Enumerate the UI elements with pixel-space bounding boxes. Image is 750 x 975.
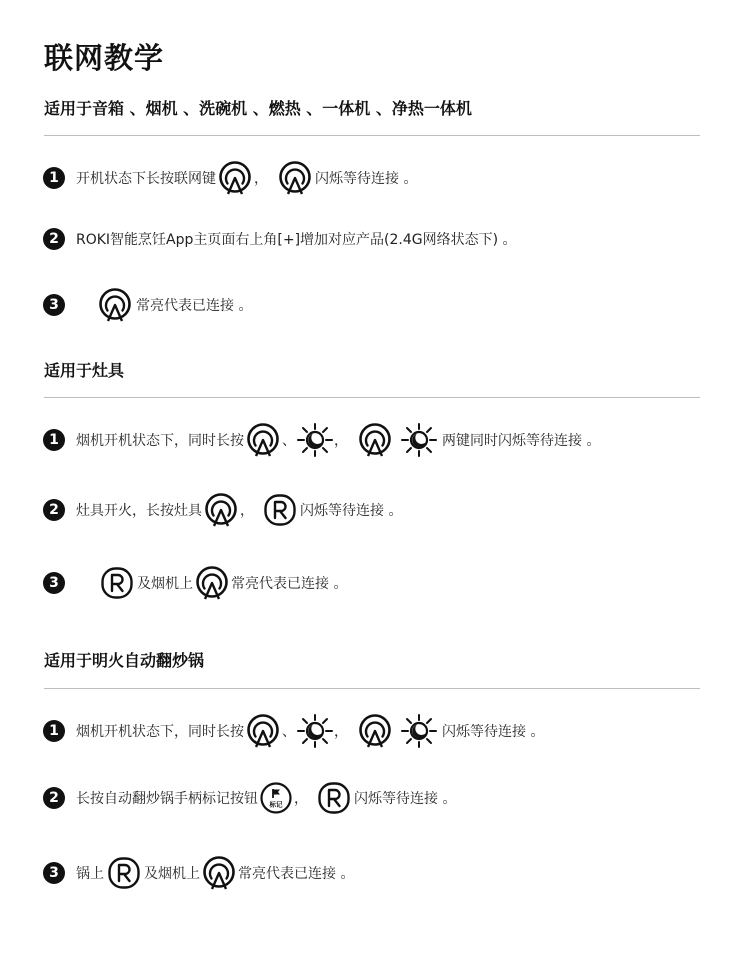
step-text: 闪烁等待连接 。 (354, 791, 457, 807)
step-text: 开机状态下长按联网键 (76, 171, 216, 187)
roki-r-icon (264, 494, 296, 526)
step-text: ， (334, 433, 348, 449)
step-number: 2 (43, 228, 65, 250)
light-key-icon (296, 422, 334, 458)
step-text: 及烟机上 (137, 576, 193, 592)
network-key-icon (358, 422, 392, 458)
step-text: 及烟机上 (144, 866, 200, 882)
step-number: 1 (43, 720, 65, 742)
network-key-icon (98, 287, 132, 323)
network-key-icon (204, 492, 238, 528)
step-2-3 (43, 563, 347, 603)
step-text: 锅上 (76, 866, 104, 882)
step-text: 常亮代表已连接 。 (238, 866, 355, 882)
step-1-2 (43, 219, 517, 259)
step-text: 、 (282, 724, 296, 740)
step-1-1 (43, 158, 417, 198)
step-text: 常亮代表已连接 。 (136, 298, 253, 314)
step-text: 灶具开火，长按灶具 (76, 503, 202, 519)
divider (44, 397, 700, 398)
roki-r-icon (108, 857, 140, 889)
step-number: 2 (43, 499, 65, 521)
network-key-icon (278, 160, 312, 196)
divider (44, 688, 700, 689)
step-3-2 (43, 778, 456, 818)
section-title-wok: 适用于明火自动翻炒锅 (44, 651, 205, 670)
light-key-icon (400, 422, 438, 458)
step-text: 常亮代表已连接 。 (231, 576, 348, 592)
step-text: 长按自动翻炒锅手柄标记按钮 (76, 791, 258, 807)
network-key-icon (358, 713, 392, 749)
step-number: 1 (43, 429, 65, 451)
step-3-3 (43, 853, 354, 893)
step-number: 3 (43, 294, 65, 316)
step-text: 闪烁等待连接 。 (442, 724, 545, 740)
step-text: ， (334, 724, 348, 740)
page-title: 联网教学 (44, 41, 165, 75)
step-3-1 (43, 711, 544, 751)
section-title-stove: 适用于灶具 (44, 361, 125, 380)
step-text: 两键同时闪烁等待连接 。 (442, 433, 601, 449)
network-key-icon (218, 160, 252, 196)
step-1-3 (43, 285, 252, 325)
roki-r-icon (101, 567, 133, 599)
step-text: 、 (282, 433, 296, 449)
step-number: 1 (43, 167, 65, 189)
network-key-icon (202, 855, 236, 891)
step-2-2 (43, 490, 402, 530)
network-key-icon (246, 713, 280, 749)
svg-text:标记: 标记 (269, 800, 283, 809)
divider (44, 135, 700, 136)
step-text: ， (294, 791, 308, 807)
mark-button-icon (260, 782, 292, 814)
step-text: ， (254, 171, 268, 187)
step-text: 闪烁等待连接 。 (315, 171, 418, 187)
step-number: 2 (43, 787, 65, 809)
light-key-icon (400, 713, 438, 749)
step-text: ROKI智能烹饪App主页面右上角[+]增加对应产品(2.4G网络状态下) 。 (76, 232, 517, 248)
step-2-1 (43, 420, 600, 460)
roki-r-icon (318, 782, 350, 814)
network-key-icon (195, 565, 229, 601)
step-text: 烟机开机状态下，同时长按 (76, 724, 244, 740)
section-title-speakers: 适用于音箱 、烟机 、洗碗机 、燃热 、一体机 、净热一体机 (44, 99, 472, 118)
step-text: 闪烁等待连接 。 (300, 503, 403, 519)
step-text: 烟机开机状态下，同时长按 (76, 433, 244, 449)
step-text: ， (240, 503, 254, 519)
light-key-icon (296, 713, 334, 749)
step-number: 3 (43, 862, 65, 884)
step-number: 3 (43, 572, 65, 594)
network-key-icon (246, 422, 280, 458)
